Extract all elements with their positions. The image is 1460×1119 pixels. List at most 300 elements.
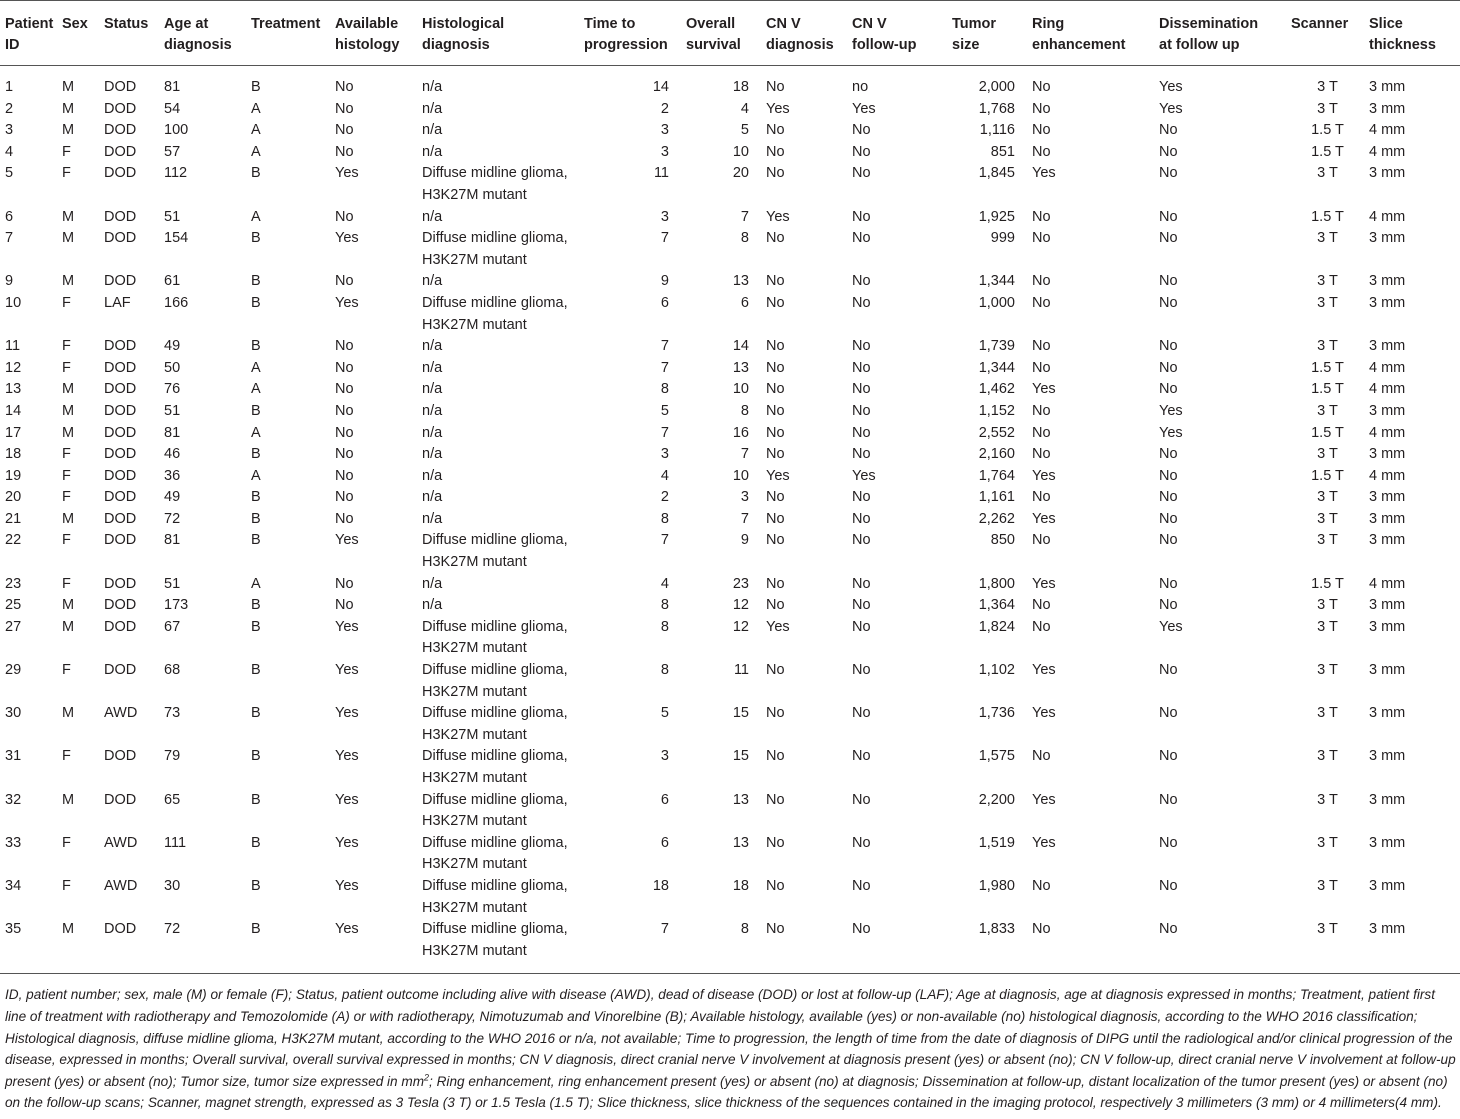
- cell-age: [159, 358, 246, 380]
- table-row: [0, 617, 1460, 660]
- cell-ring: [1027, 423, 1154, 445]
- table-row: [0, 66, 1460, 99]
- diagnosis-line: H3K27M mutant: [422, 770, 527, 786]
- cell-value: Yes: [1159, 100, 1183, 117]
- column-header-cnv_fu: [847, 1, 947, 66]
- cell-size: [947, 487, 1027, 509]
- cell-treatment: [246, 466, 330, 488]
- cell-value: 8: [740, 230, 749, 247]
- cell-value: 3 T: [1317, 532, 1338, 549]
- cell-value: Yes: [335, 748, 359, 765]
- cell-ring: [1027, 444, 1154, 466]
- cell-value: 31: [5, 748, 22, 765]
- cell-value: 7: [660, 338, 669, 355]
- cell-cnv_fu: [847, 142, 947, 164]
- cell-value: 3: [740, 489, 749, 506]
- cell-value: 4 mm: [1369, 143, 1406, 160]
- cell-os: [681, 120, 761, 142]
- cell-value: 1,462: [978, 381, 1015, 398]
- cell-ring: [1027, 163, 1154, 206]
- cell-value: 3 mm: [1369, 338, 1406, 355]
- cell-value: A: [251, 208, 261, 225]
- cell-value: M: [62, 402, 75, 419]
- cell-value: 2: [5, 100, 14, 117]
- cell-age: [159, 833, 246, 876]
- cell-value: 68: [164, 662, 181, 679]
- cell-sex: [57, 574, 99, 596]
- cell-value: 1.5 T: [1311, 575, 1344, 592]
- diagnosis-line: H3K27M mutant: [422, 186, 527, 203]
- cell-id: [0, 142, 57, 164]
- cell-scanner: [1286, 423, 1364, 445]
- cell-value: No: [1159, 208, 1178, 225]
- cell-sex: [57, 66, 99, 99]
- cell-scanner: [1286, 207, 1364, 229]
- cell-value: No: [1032, 618, 1051, 635]
- cell-size: [947, 876, 1027, 919]
- cell-value: 6: [660, 791, 669, 808]
- cell-value: No: [335, 273, 354, 290]
- cell-value: M: [62, 705, 75, 722]
- cell-value: 4: [660, 467, 669, 484]
- cell-value: No: [335, 424, 354, 441]
- cell-value: No: [766, 510, 785, 527]
- cell-ttp: [579, 271, 681, 293]
- cell-scanner: [1286, 617, 1364, 660]
- cell-scanner: [1286, 919, 1364, 974]
- cell-cnv_dx: [761, 574, 847, 596]
- cell-ttp: [579, 207, 681, 229]
- table-row: [0, 660, 1460, 703]
- diagnosis-line: n/a: [422, 359, 443, 376]
- column-header-line: follow-up: [852, 37, 917, 53]
- cell-value: 3 T: [1317, 597, 1338, 614]
- cell-histology: [330, 530, 417, 573]
- diagnosis-line: H3K27M mutant: [422, 316, 527, 333]
- cell-status: [99, 401, 159, 423]
- cell-value: 8: [660, 597, 669, 614]
- cell-value: No: [1032, 446, 1051, 463]
- diagnosis-line: n/a: [422, 489, 443, 506]
- column-header-age: [159, 1, 246, 66]
- cell-value: 3 T: [1317, 79, 1338, 95]
- cell-status: [99, 228, 159, 271]
- cell-cnv_dx: [761, 228, 847, 271]
- cell-scanner: [1286, 509, 1364, 531]
- cell-treatment: [246, 444, 330, 466]
- cell-status: [99, 466, 159, 488]
- cell-value: DOD: [104, 122, 137, 139]
- cell-value: Yes: [1032, 165, 1056, 182]
- cell-histology: [330, 617, 417, 660]
- diagnosis-line: n/a: [422, 575, 443, 592]
- cell-ttp: [579, 293, 681, 336]
- diagnosis-line: n/a: [422, 79, 443, 95]
- cell-cnv_fu: [847, 876, 947, 919]
- column-header-line: Slice: [1369, 16, 1403, 32]
- cell-value: 3 mm: [1369, 618, 1406, 635]
- diagnosis-line: H3K27M mutant: [422, 813, 527, 830]
- cell-value: 1,739: [978, 338, 1015, 355]
- cell-value: 35: [5, 921, 22, 938]
- cell-value: 3 mm: [1369, 662, 1406, 679]
- cell-scanner: [1286, 487, 1364, 509]
- cell-age: [159, 509, 246, 531]
- cell-value: No: [1159, 705, 1178, 722]
- cell-sex: [57, 163, 99, 206]
- cell-slice: [1364, 401, 1460, 423]
- cell-value: 1.5 T: [1311, 143, 1344, 160]
- cell-treatment: [246, 207, 330, 229]
- diagnosis-line: Diffuse midline glioma,: [422, 662, 568, 679]
- cell-ttp: [579, 423, 681, 445]
- cell-value: 23: [5, 575, 22, 592]
- column-header-line: Dissemination: [1159, 16, 1259, 32]
- cell-value: No: [852, 143, 871, 160]
- cell-value: 1.5 T: [1311, 122, 1344, 139]
- cell-value: M: [62, 273, 75, 290]
- cell-diagnosis: [417, 876, 579, 919]
- cell-value: 1,736: [978, 705, 1015, 722]
- cell-status: [99, 379, 159, 401]
- cell-size: [947, 660, 1027, 703]
- cell-cnv_dx: [761, 336, 847, 358]
- cell-slice: [1364, 142, 1460, 164]
- cell-value: No: [852, 748, 871, 765]
- cell-scanner: [1286, 876, 1364, 919]
- cell-value: No: [852, 597, 871, 614]
- cell-os: [681, 271, 761, 293]
- cell-value: 3 T: [1317, 294, 1338, 311]
- cell-value: B: [251, 705, 261, 722]
- cell-size: [947, 293, 1027, 336]
- cell-value: B: [251, 791, 261, 808]
- cell-value: No: [1032, 79, 1051, 95]
- cell-cnv_dx: [761, 293, 847, 336]
- cell-age: [159, 746, 246, 789]
- cell-value: Yes: [335, 662, 359, 679]
- cell-ttp: [579, 509, 681, 531]
- cell-ring: [1027, 833, 1154, 876]
- cell-cnv_dx: [761, 595, 847, 617]
- cell-value: 999: [990, 230, 1015, 247]
- cell-size: [947, 207, 1027, 229]
- cell-value: Yes: [1159, 618, 1183, 635]
- cell-sex: [57, 293, 99, 336]
- cell-treatment: [246, 401, 330, 423]
- cell-value: F: [62, 662, 71, 679]
- column-header-line: survival: [686, 37, 741, 53]
- cell-value: No: [1159, 273, 1178, 290]
- cell-value: DOD: [104, 230, 137, 247]
- table-body: [0, 66, 1460, 974]
- cell-value: DOD: [104, 748, 137, 765]
- cell-value: 8: [740, 921, 749, 938]
- cell-treatment: [246, 703, 330, 746]
- cell-value: No: [852, 834, 871, 851]
- cell-value: 3 mm: [1369, 834, 1406, 851]
- cell-value: No: [1159, 597, 1178, 614]
- cell-value: 1,344: [978, 359, 1015, 376]
- cell-cnv_dx: [761, 919, 847, 974]
- cell-value: No: [766, 446, 785, 463]
- cell-value: 3 mm: [1369, 597, 1406, 614]
- cell-value: No: [852, 532, 871, 549]
- cell-value: B: [251, 230, 261, 247]
- cell-id: [0, 509, 57, 531]
- cell-id: [0, 487, 57, 509]
- cell-size: [947, 358, 1027, 380]
- cell-value: No: [335, 208, 354, 225]
- cell-cnv_fu: [847, 466, 947, 488]
- cell-slice: [1364, 746, 1460, 789]
- cell-ttp: [579, 595, 681, 617]
- cell-treatment: [246, 530, 330, 573]
- cell-histology: [330, 660, 417, 703]
- cell-treatment: [246, 509, 330, 531]
- cell-cnv_fu: [847, 120, 947, 142]
- cell-id: [0, 833, 57, 876]
- cell-size: [947, 401, 1027, 423]
- cell-id: [0, 293, 57, 336]
- cell-os: [681, 509, 761, 531]
- cell-status: [99, 617, 159, 660]
- cell-value: A: [251, 100, 261, 117]
- table-row: [0, 790, 1460, 833]
- cell-histology: [330, 120, 417, 142]
- cell-value: 19: [5, 467, 22, 484]
- cell-diagnosis: [417, 703, 579, 746]
- cell-cnv_dx: [761, 379, 847, 401]
- cell-value: Yes: [335, 532, 359, 549]
- cell-value: Yes: [1032, 834, 1056, 851]
- cell-value: 79: [164, 748, 181, 765]
- cell-dissem: [1154, 444, 1286, 466]
- cell-status: [99, 293, 159, 336]
- cell-ttp: [579, 660, 681, 703]
- footnote-text-continued: ; Ring enhancement, ring enhancement present (yes) or absent (no) at diagnosis; Dissemination at follow-up, distant localization of the tumor present (yes) or absent (no) on the follow-up scans; Scanner, magnet strength, expressed as 3 Tesla (3 T) or 1.5 Tesla (1.5 T); Slice thickness, slice thickness of the sequences contained in the imaging protocol, respectively 3 millimeters (3 mm) or 4 millimeters(4 mm).: [5, 1073, 1448, 1111]
- table-row: [0, 574, 1460, 596]
- cell-id: [0, 660, 57, 703]
- cell-slice: [1364, 99, 1460, 121]
- cell-value: F: [62, 338, 71, 355]
- cell-value: No: [1032, 877, 1051, 894]
- cell-age: [159, 790, 246, 833]
- cell-value: 1,764: [978, 467, 1015, 484]
- diagnosis-line: H3K27M mutant: [422, 942, 527, 959]
- footnote-text: ID, patient number; sex, male (M) or female (F); Status, patient outcome including alive with disease (AWD), dead of disease (DOD) or lost at follow-up (LAF); Age at diagnosis, age at diagnosis expressed in months; Treatment, patient first line of treatment with radiotherapy and Temozolomide (A) or with radiotherapy, Nimotuzumab and Vinorelbine (B); Available histology, available (yes) or non-available (no) histological diagnosis, according to the WHO 2016 classification; Histological diagnosis, diffuse midline glioma, H3K27M mutant, according to the WHO 2016 or n/a, not available; Time to progression, the length of time from the date of diagnosis of DIPG until the radiological and/or clinical progression of the disease, expressed in months; Overall survival, overall survival expressed in months; CN V diagnosis, direct cranial nerve V involvement at diagnosis present (yes) or absent (no); CN V follow-up, direct cranial nerve V involvement at follow-up present (yes) or absent (no); Tumor size, tumor size expressed in mm: [5, 987, 1456, 1089]
- cell-slice: [1364, 423, 1460, 445]
- cell-value: No: [1159, 230, 1178, 247]
- cell-value: 46: [164, 446, 181, 463]
- cell-value: 7: [740, 446, 749, 463]
- cell-value: B: [251, 921, 261, 938]
- column-header-line: Available: [335, 16, 399, 32]
- cell-os: [681, 876, 761, 919]
- cell-value: No: [852, 273, 871, 290]
- cell-age: [159, 530, 246, 573]
- cell-ring: [1027, 919, 1154, 974]
- cell-treatment: [246, 833, 330, 876]
- cell-treatment: [246, 919, 330, 974]
- cell-scanner: [1286, 401, 1364, 423]
- cell-status: [99, 595, 159, 617]
- cell-treatment: [246, 293, 330, 336]
- cell-value: 1,575: [978, 748, 1015, 765]
- cell-value: 3 T: [1317, 791, 1338, 808]
- cell-value: Yes: [852, 100, 876, 117]
- cell-value: A: [251, 359, 261, 376]
- cell-value: B: [251, 597, 261, 614]
- table-row: [0, 919, 1460, 974]
- cell-id: [0, 790, 57, 833]
- cell-scanner: [1286, 595, 1364, 617]
- cell-value: 54: [164, 100, 181, 117]
- table-row: [0, 336, 1460, 358]
- cell-status: [99, 530, 159, 573]
- cell-value: No: [1032, 532, 1051, 549]
- cell-value: B: [251, 446, 261, 463]
- column-header-line: size: [952, 37, 980, 53]
- cell-ring: [1027, 99, 1154, 121]
- cell-sex: [57, 746, 99, 789]
- cell-dissem: [1154, 487, 1286, 509]
- table-row: [0, 293, 1460, 336]
- cell-scanner: [1286, 833, 1364, 876]
- cell-value: 1,000: [978, 294, 1015, 311]
- cell-value: No: [1032, 359, 1051, 376]
- cell-value: DOD: [104, 100, 137, 117]
- cell-value: 65: [164, 791, 181, 808]
- cell-status: [99, 919, 159, 974]
- diagnosis-line: Diffuse midline glioma,: [422, 230, 568, 247]
- cell-id: [0, 207, 57, 229]
- cell-os: [681, 444, 761, 466]
- cell-age: [159, 703, 246, 746]
- table-row: [0, 423, 1460, 445]
- cell-ttp: [579, 833, 681, 876]
- cell-slice: [1364, 379, 1460, 401]
- cell-value: 1,800: [978, 575, 1015, 592]
- cell-os: [681, 574, 761, 596]
- cell-value: Yes: [1032, 575, 1056, 592]
- cell-value: DOD: [104, 359, 137, 376]
- column-header-line: Treatment: [251, 16, 321, 32]
- cell-age: [159, 574, 246, 596]
- cell-value: 3 mm: [1369, 705, 1406, 722]
- cell-value: 173: [164, 597, 189, 614]
- cell-value: 7: [660, 359, 669, 376]
- table-row: [0, 401, 1460, 423]
- cell-value: 3: [660, 143, 669, 160]
- cell-ttp: [579, 746, 681, 789]
- cell-dissem: [1154, 703, 1286, 746]
- cell-ttp: [579, 487, 681, 509]
- table-row: [0, 444, 1460, 466]
- cell-value: Yes: [335, 834, 359, 851]
- cell-value: 3 mm: [1369, 489, 1406, 506]
- cell-slice: [1364, 358, 1460, 380]
- cell-value: 4 mm: [1369, 359, 1406, 376]
- cell-value: Yes: [1032, 510, 1056, 527]
- cell-value: 33: [5, 834, 22, 851]
- column-header-dissem: [1154, 1, 1286, 66]
- cell-value: No: [766, 294, 785, 311]
- cell-value: 8: [660, 662, 669, 679]
- cell-size: [947, 703, 1027, 746]
- cell-value: 15: [732, 748, 749, 765]
- cell-value: No: [766, 834, 785, 851]
- cell-size: [947, 336, 1027, 358]
- cell-value: No: [852, 381, 871, 398]
- cell-value: 11: [733, 662, 749, 679]
- cell-diagnosis: [417, 530, 579, 573]
- cell-value: No: [1032, 338, 1051, 355]
- cell-value: 3 T: [1317, 402, 1338, 419]
- cell-ring: [1027, 574, 1154, 596]
- cell-diagnosis: [417, 228, 579, 271]
- column-header-treatment: [246, 1, 330, 66]
- cell-cnv_fu: [847, 293, 947, 336]
- cell-sex: [57, 466, 99, 488]
- header-row: [0, 1, 1460, 66]
- cell-size: [947, 379, 1027, 401]
- cell-diagnosis: [417, 271, 579, 293]
- cell-value: 3 T: [1317, 618, 1338, 635]
- cell-age: [159, 120, 246, 142]
- cell-status: [99, 358, 159, 380]
- cell-value: F: [62, 748, 71, 765]
- cell-value: 10: [732, 381, 749, 398]
- cell-diagnosis: [417, 99, 579, 121]
- cell-value: A: [251, 575, 261, 592]
- cell-value: DOD: [104, 597, 137, 614]
- cell-status: [99, 833, 159, 876]
- cell-ttp: [579, 379, 681, 401]
- cell-value: No: [766, 748, 785, 765]
- cell-value: No: [335, 338, 354, 355]
- cell-value: 3 mm: [1369, 921, 1406, 938]
- cell-value: 1.5 T: [1311, 359, 1344, 376]
- cell-slice: [1364, 617, 1460, 660]
- cell-value: 49: [164, 489, 181, 506]
- cell-diagnosis: [417, 660, 579, 703]
- cell-status: [99, 336, 159, 358]
- cell-value: 13: [5, 381, 22, 398]
- cell-os: [681, 703, 761, 746]
- cell-value: 57: [164, 143, 181, 160]
- cell-dissem: [1154, 746, 1286, 789]
- column-header-status: [99, 1, 159, 66]
- cell-dissem: [1154, 509, 1286, 531]
- cell-value: 166: [164, 294, 189, 311]
- cell-value: 7: [5, 230, 14, 247]
- cell-scanner: [1286, 466, 1364, 488]
- cell-ring: [1027, 466, 1154, 488]
- cell-dissem: [1154, 401, 1286, 423]
- cell-cnv_fu: [847, 163, 947, 206]
- cell-value: F: [62, 532, 71, 549]
- cell-value: 1,519: [978, 834, 1015, 851]
- cell-value: 5: [660, 402, 669, 419]
- column-header-line: Scanner: [1291, 16, 1349, 32]
- diagnosis-line: Diffuse midline glioma,: [422, 618, 568, 635]
- cell-value: No: [852, 575, 871, 592]
- cell-value: M: [62, 618, 75, 635]
- cell-histology: [330, 293, 417, 336]
- cell-value: 7: [660, 532, 669, 549]
- cell-value: B: [251, 294, 261, 311]
